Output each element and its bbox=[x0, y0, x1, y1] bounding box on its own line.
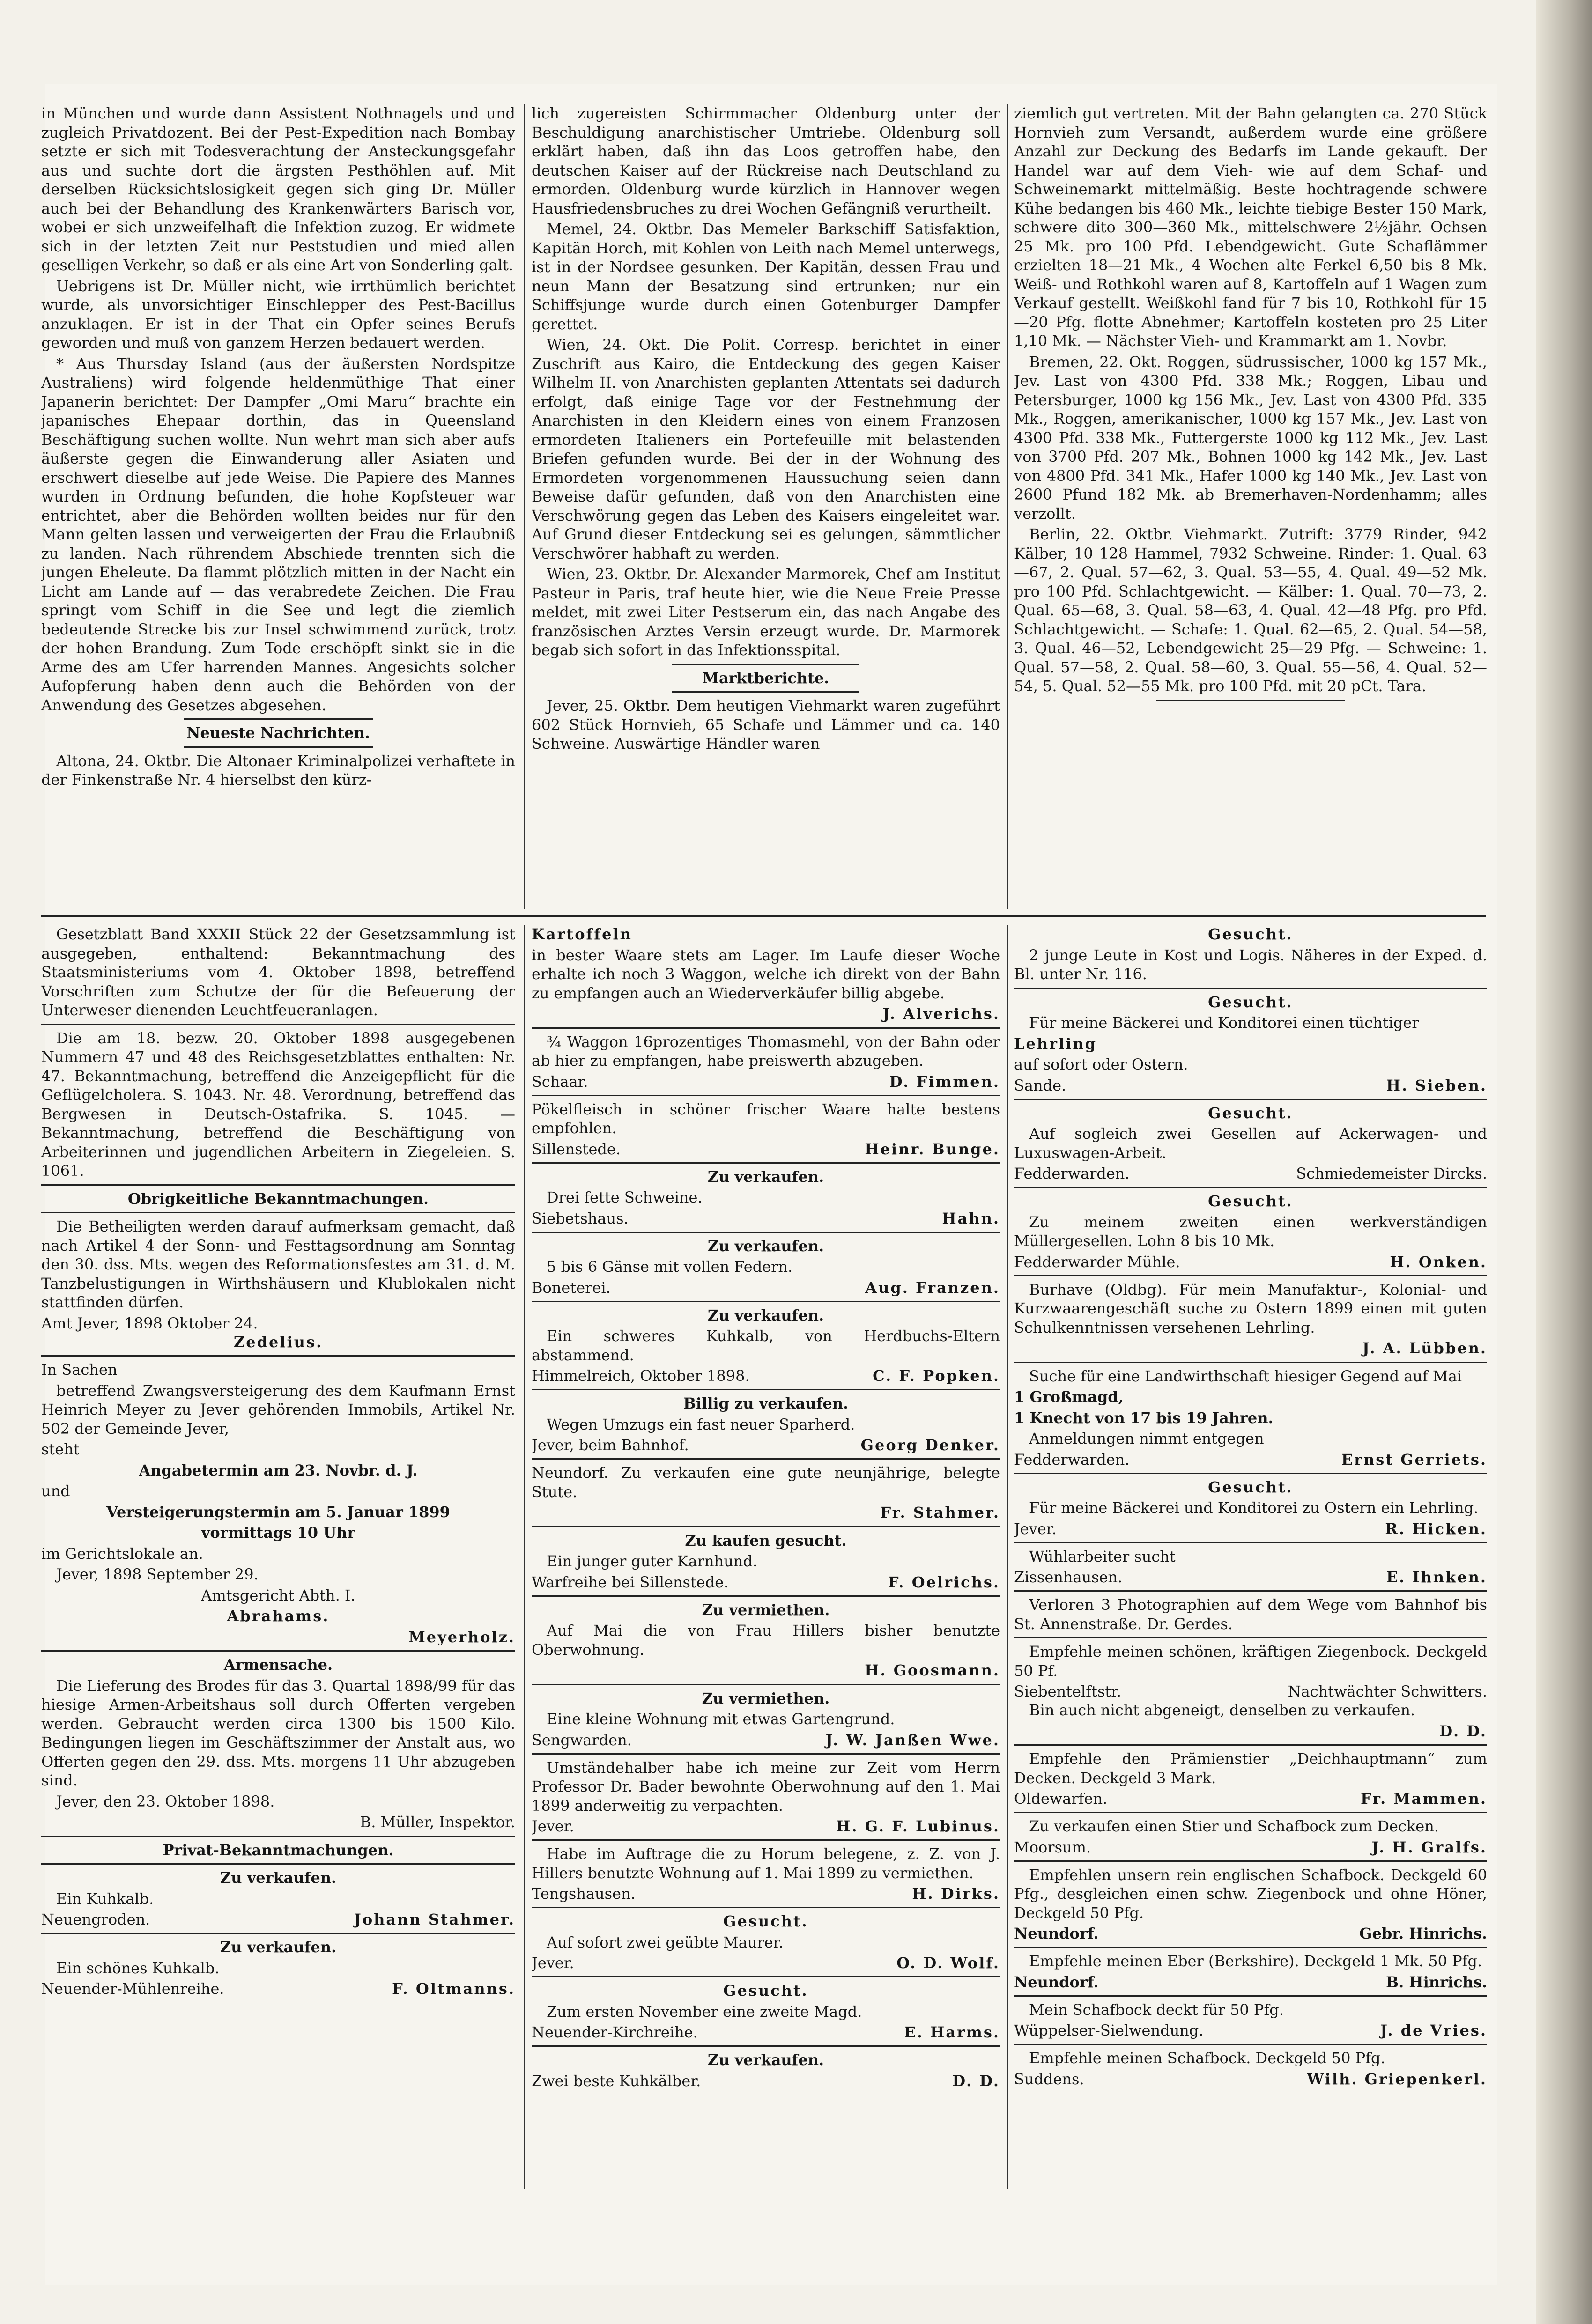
divider bbox=[532, 1389, 1000, 1390]
divider bbox=[1014, 1275, 1487, 1276]
ad-text: Wühlarbeiter sucht bbox=[1029, 1547, 1176, 1565]
divider bbox=[1156, 700, 1345, 701]
divider bbox=[532, 1839, 1000, 1841]
ad-text: Neundorf. Zu verkaufen eine gute neunjährige, belegte Stute. bbox=[532, 1464, 1000, 1501]
signature-row: Amt Jever, 1898 Oktober 24. bbox=[41, 1314, 258, 1332]
divider bbox=[1014, 1995, 1487, 1997]
divider bbox=[41, 1355, 515, 1357]
ad-signature-row: Jever. O. D. Wolf. bbox=[532, 1954, 1000, 1972]
ad-text: Wegen Umzugs ein fast neuer Sparherd. bbox=[547, 1415, 855, 1433]
ad-title: Gesucht. bbox=[1208, 925, 1293, 943]
ad-title: Gesucht. bbox=[1208, 1192, 1293, 1210]
ad-text: Eine kleine Wohnung mit etwas Gartengrund. bbox=[547, 1710, 895, 1728]
divider bbox=[1014, 1744, 1487, 1746]
reichsgesetz-notice: Die am 18. bezw. 20. Oktober 1898 ausgegebenen Nummern 47 und 48 des Reichsgesetzblattes enthalten: Nr. 47. Bekanntmachung, betreffend die Anzeigepflicht für die Geflügelcholera. S. 1043. Nr. 48. Verordnung, betreffend das Bergwesen in Deutsch-Ostafrika. S. 1045. — Bekanntmachung, betreffend die Beschäftigung von Arbeiterinnen und jugendlichen Arbeitern in Ziegeleien. S. 1061. bbox=[41, 1029, 515, 1180]
divider bbox=[1014, 2044, 1487, 2045]
ad-text: ¾ Waggon 16prozentiges Thomasmehl, von der Bahn oder ab hier zu empfangen, habe preiswerth abzugeben. bbox=[532, 1033, 1000, 1070]
legal-text: Jever, 1898 September 29. bbox=[56, 1565, 259, 1583]
ad-text: Empfehle den Prämienstier „Deichhauptmann“ zum Decken. Deckgeld 3 Mark. bbox=[1014, 1750, 1487, 1787]
divider bbox=[532, 1684, 1000, 1685]
upper-column-1 bbox=[41, 104, 515, 909]
divider bbox=[532, 1027, 1000, 1029]
ad-signature-row: Oldewarfen. Fr. Mammen. bbox=[1014, 1790, 1487, 1808]
divider bbox=[41, 1212, 515, 1213]
ad-title: Gesucht. bbox=[723, 1912, 808, 1930]
ad-signature-row: Neuender-Kirchreihe. E. Harms. bbox=[532, 2023, 1000, 2041]
ad-title: Zu vermiethen. bbox=[702, 1689, 830, 1707]
ad-title: Gesucht. bbox=[1208, 993, 1293, 1011]
divider bbox=[41, 1933, 515, 1934]
ad-text: Für meine Bäckerei und Konditorei einen tüchtiger bbox=[1029, 1014, 1419, 1032]
divider bbox=[532, 1526, 1000, 1527]
ad-title: Zu verkaufen. bbox=[707, 1306, 824, 1324]
divider bbox=[184, 746, 373, 748]
ad-signature-row: Siebetshaus. Hahn. bbox=[532, 1209, 1000, 1227]
divider bbox=[1014, 1473, 1487, 1474]
ad-title: Zu verkaufen. bbox=[707, 1167, 824, 1186]
gesetzblatt-notice: Gesetzblatt Band XXXII Stück 22 der Gesetzsammlung ist ausgegeben, enthaltend: Bekanntmachung des Staatsministeriums vom 4. Oktober 1898, betreffend Vorschriften zum Schutze der für die Befeuerung der Unterweser dienenden Leuchtfeueranlagen. bbox=[41, 925, 515, 1019]
lower-column-3 bbox=[1014, 925, 1487, 2273]
ad-signature: J. Alverichs. bbox=[882, 1005, 1000, 1023]
news-paragraph: Berlin, 22. Oktbr. Viehmarkt. Zutrift: 3779 Rinder, 942 Kälber, 10 128 Hammel, 7932 Schweine. Rinder: 1. Qual. 63—67, 2. Qual. 57—62, 3. Qual. 53—55, 4. Qual. 49—52 Mk. pro 100 Pfd. Schlachtgewicht. — Kälber: 1. Qual. 70—73, 2. Qual. 65—68, 3. Qual. 58—63, 4. Qual. 42—48 Pfg. pro Pfd. Schlachtgewicht. — Schafe: 1. Qual. 62—65, 2. Qual. 54—58, 3. Qual. 46—52, Lebendgewicht 25—29 Pfg. — Schweine: 1. Qual. 57—58, 2. Qual. 58—60, 3. Qual. 55—56, 4. Qual. 52—54, 5. Qual. 52—55 Mk. pro 100 Pfd. mit 20 pCt. Tara. bbox=[1014, 525, 1487, 695]
ad-signature-row: Jever. H. G. F. Lubinus. bbox=[532, 1817, 1000, 1835]
divider bbox=[1014, 1542, 1487, 1543]
column-divider bbox=[1007, 925, 1008, 2189]
ad-text: 1 Großmagd, bbox=[1014, 1388, 1124, 1406]
news-paragraph: lich zugereisten Schirmmacher Oldenburg unter der Beschuldigung anarchistischer Umtriebe. Oldenburg soll erklärt haben, daß ihn das Loos getroffen habe, den deutschen Kaiser auf der Rückreise nach Deutschland zu ermorden. Oldenburg wurde kürzlich in Hannover wegen Hausfriedensbruches zu drei Wochen Gefängniß verurtheilt. bbox=[532, 104, 1000, 217]
divider bbox=[532, 1162, 1000, 1164]
legal-text: In Sachen bbox=[41, 1361, 118, 1379]
divider bbox=[1014, 988, 1487, 989]
divider bbox=[672, 691, 859, 693]
ad-signature-row: Wüppelser-Sielwendung. J. de Vries. bbox=[1014, 2022, 1487, 2039]
section-title-obrigkeitliche: Obrigkeitliche Bekanntmachungen. bbox=[127, 1189, 429, 1208]
ad-text: Zu meinem zweiten einen werkverständigen Müllergesellen. Lohn 8 bis 10 Mk. bbox=[1014, 1213, 1487, 1250]
ad-title: Gesucht. bbox=[1208, 1478, 1293, 1496]
news-paragraph: ziemlich gut vertreten. Mit der Bahn gelangten ca. 270 Stück Hornvieh zum Versandt, außerdem wurde eine größere Anzahl zur Deckung des Bedarfs im Lande gekauft. Der Handel war auf dem Vieh- wie auf dem Schaf- und Schweinemarkt mittelmäßig. Beste hochtragende schwere Kühe bedangen bis 460 Mk., leichte tiebige Bester 150 Mark, schwere dito 300—360 Mk., mittelschwere 2½jähr. Ochsen 25 Mk. pro 100 Pfd. Lebendgewicht. Gute Schaflämmer erzielten 18—21 Mk., 4 Wochen alte Ferkel 6,50 bis 8 Mk. Weiß- und Rothkohl waren auf 8, Kartoffeln auf 1 Wagen zum Verkauf gestellt. Weißkohl fand für 7 bis 10, Rothkohl für 15—20 Pfg. flotte Abnehmer; Kartoffeln kosteten pro 25 Liter 1,10 Mk. — Nächster Vieh- und Krammarkt am 1. Novbr. bbox=[1014, 104, 1487, 350]
ad-signature-row: Neundorf. Gebr. Hinrichs. bbox=[1014, 1925, 1487, 1942]
ad-text: Drei fette Schweine. bbox=[547, 1188, 703, 1206]
lower-column-1 bbox=[41, 925, 515, 2273]
ad-signature-row: Zissenhausen. E. Ihnken. bbox=[1014, 1568, 1487, 1586]
ad-signature-row: Boneterei. Aug. Franzen. bbox=[532, 1278, 1000, 1297]
ad-title: Gesucht. bbox=[1208, 1104, 1293, 1122]
ad-signature-row: Fedderwarden. Ernst Gerriets. bbox=[1014, 1450, 1487, 1468]
legal-text: steht bbox=[41, 1440, 80, 1458]
ad-signature-row: Neuengroden. Johann Stahmer. bbox=[41, 1911, 515, 1928]
ad-text: Empfehle meinen schönen, kräftigen Ziegenbock. Deckgeld 50 Pf. bbox=[1014, 1643, 1487, 1680]
amtsgericht: Amtsgericht Abth. I. bbox=[201, 1586, 355, 1604]
ad-text: Habe im Auftrage die zu Horum belegene, z. Z. von J. Hillers benutzte Wohnung auf 1. Mai 1899 zu vermiethen. bbox=[532, 1845, 1000, 1882]
ad-signature-row: Zwei beste Kuhkälber. D. D. bbox=[532, 2072, 1000, 2090]
section-title-markt: Marktberichte. bbox=[702, 669, 829, 687]
obrig-notice: Die Betheiligten werden darauf aufmerksam gemacht, daß nach Artikel 4 der Sonn- und Festtagsordnung am Sonntag den 30. dss. Mts. wegen des Reformationsfestes am 31. d. M. Tanzbelustigungen in Wirthshäusern und Klublokalen nicht stattfinden dürfen. bbox=[41, 1217, 515, 1311]
divider bbox=[1014, 1860, 1487, 1862]
ad-text: Auf sogleich zwei Gesellen auf Ackerwagen- und Luxuswagen-Arbeit. bbox=[1014, 1125, 1487, 1162]
legal-text: Jever, den 23. Oktober 1898. bbox=[56, 1792, 275, 1810]
divider bbox=[41, 1024, 515, 1025]
ad-signature-row: Siebentelftstr. Nachtwächter Schwitters. bbox=[1014, 1682, 1487, 1700]
ad-title: Zu verkaufen. bbox=[707, 2051, 824, 2069]
divider bbox=[1014, 1099, 1487, 1100]
section-title-armensache: Armensache. bbox=[223, 1656, 333, 1674]
signature: Zedelius. bbox=[233, 1333, 323, 1351]
ad-title: Zu kaufen gesucht. bbox=[685, 1531, 847, 1549]
vormittags: vormittags 10 Uhr bbox=[201, 1524, 355, 1542]
ad-title: Zu verkaufen. bbox=[220, 1938, 337, 1956]
divider bbox=[532, 1976, 1000, 1977]
ad-signature-row: Sillenstede. Heinr. Bunge. bbox=[532, 1140, 1000, 1158]
divider bbox=[532, 1753, 1000, 1755]
ad-signature: Fr. Stahmer. bbox=[880, 1504, 1000, 1521]
ad-title: Gesucht. bbox=[723, 1982, 808, 1999]
ad-text: Auf Mai die von Frau Hillers bisher benutzte Oberwohnung. bbox=[532, 1622, 1000, 1659]
ad-text: Verloren 3 Photographien auf dem Wege vom Bahnhof bis St. Annenstraße. Dr. Gerdes. bbox=[1014, 1596, 1487, 1633]
angabetermin: Angabetermin am 23. Novbr. d. J. bbox=[139, 1461, 418, 1479]
ad-signature-row: Jever, beim Bahnhof. Georg Denker. bbox=[532, 1436, 1000, 1454]
divider bbox=[672, 664, 859, 665]
ad-text: Zum ersten November eine zweite Magd. bbox=[547, 2002, 862, 2021]
ad-text: 1 Knecht von 17 bis 19 Jahren. bbox=[1014, 1409, 1274, 1427]
ad-text: Ein junger guter Karnhund. bbox=[547, 1552, 758, 1570]
signature: Abrahams. bbox=[227, 1607, 330, 1625]
ad-signature-row: Neundorf. B. Hinrichs. bbox=[1014, 1973, 1487, 1991]
divider bbox=[532, 1595, 1000, 1597]
ad-signature-row: Warfreihe bei Sillenstede. F. Oelrichs. bbox=[532, 1573, 1000, 1591]
ad-text: auf sofort oder Ostern. bbox=[1014, 1055, 1188, 1073]
ad-signature: D. D. bbox=[1439, 1722, 1487, 1740]
ad-signature-row: Moorsum. J. H. Gralfs. bbox=[1014, 1838, 1487, 1856]
divider bbox=[532, 1301, 1000, 1302]
ad-text: Ein schweres Kuhkalb, von Herdbuchs-Eltern abstammend. bbox=[532, 1327, 1000, 1364]
legal-text: und bbox=[41, 1482, 70, 1500]
ad-signature-row: Jever. R. Hicken. bbox=[1014, 1520, 1487, 1538]
news-paragraph: Jever, 25. Oktbr. Dem heutigen Viehmarkt waren zugeführt 602 Stück Hornvieh, 65 Schafe und Lämmer und ca. 140 Schweine. Auswärtige Händler waren bbox=[532, 697, 1000, 753]
upper-column-2 bbox=[532, 104, 1000, 909]
divider bbox=[532, 2045, 1000, 2047]
ad-signature-row: Sande. H. Sieben. bbox=[1014, 1076, 1487, 1094]
news-paragraph: Wien, 23. Oktbr. Dr. Alexander Marmorek, Chef am Institut Pasteur in Paris, traf heute hier, wie die Neue Freie Presse meldet, mit zwei Liter Pestserum ein, das nach Angabe des französischen Arztes Versin erzeugt wurde. Dr. Marmorek begab sich sofort in das Infektionsspital. bbox=[532, 565, 1000, 659]
kartoffeln-headline: Kartoffeln bbox=[532, 925, 632, 943]
news-paragraph: Memel, 24. Oktbr. Das Memeler Barkschiff Satisfaktion, Kapitän Horch, mit Kohlen von Leith nach Memel unterwegs, ist in der Nordsee gesunken. Der Kapitän, dessen Frau und neun Mann der Besatzung sind ertrunken; nur ein Schiffsjunge wurde durch einen Gotenburger Dampfer gerettet. bbox=[532, 220, 1000, 333]
legal-text: betreffend Zwangsversteigerung des dem Kaufmann Ernst Heinrich Meyer zu Jever gehörenden Immobils, Artikel Nr. 502 der Gemeinde Jever, bbox=[41, 1381, 515, 1438]
divider bbox=[184, 718, 373, 720]
divider bbox=[1014, 1590, 1487, 1592]
ad-signature-row: Himmelreich, Oktober 1898. C. F. Popken. bbox=[532, 1367, 1000, 1385]
ad-text: Burhave (Oldbg). Für mein Manufaktur-, Kolonial- und Kurzwaarengeschäft suche zu Ostern 1899 einen mit guten Schulkenntnissen versehenen Lehrling. bbox=[1014, 1280, 1487, 1336]
divider bbox=[41, 1650, 515, 1652]
ad-text: Mein Schafbock deckt für 50 Pfg. bbox=[1029, 2000, 1284, 2019]
column-divider bbox=[524, 925, 525, 2189]
news-paragraph: in München und wurde dann Assistent Nothnagels und und zugleich Privatdozent. Bei der Pest-Expedition nach Bombay setzte er sich mit Todesverachtung der Ansteckungsgefahr aus und suchte dort die ärgsten Pesthöhlen auf. Mit derselben Rücksichtslosigkeit gegen sich ging Dr. Müller auch bei der Behandlung des Krankenwärters Barisch vor, wobei er sich unzweifelhaft die Infektion zuzog. Er widmete sich in der letzten Zeit nur Peststudien und mied allen geselligen Verkehr, so daß er als eine Art von Sonderling galt. bbox=[41, 104, 515, 274]
ad-signature-row: Schaar. D. Fimmen. bbox=[532, 1072, 1000, 1091]
news-paragraph: Uebrigens ist Dr. Müller nicht, wie irrthümlich berichtet wurde, als unvorsichtiger Einschlepper des Pest-Bacillus anzuklagen. Er ist in der That ein Opfer seines Berufs geworden und muß von ganzem Herzen bedauert werden. bbox=[41, 277, 515, 352]
ad-text: Bin auch nicht abgeneigt, denselben zu verkaufen. bbox=[1029, 1701, 1415, 1719]
ad-title: Zu verkaufen. bbox=[707, 1237, 824, 1255]
ad-signature-row: Fedderwarder Mühle. H. Onken. bbox=[1014, 1253, 1487, 1271]
divider bbox=[1014, 1947, 1487, 1948]
divider bbox=[1014, 1187, 1487, 1188]
armen-notice: Die Lieferung des Brodes für das 3. Quartal 1898/99 für das hiesige Armen-Arbeitshaus soll durch Offerten vergeben werden. Gebraucht werden circa 1300 bis 1500 Kilo. Bedingungen liegen im Geschäftszimmer der Anstalt aus, wo Offerten gegen den 29. dss. Mts. morgens 11 Uhr abzugeben sind. bbox=[41, 1676, 515, 1789]
section-divider bbox=[41, 915, 1486, 917]
ad-text: Für meine Bäckerei und Konditorei zu Ostern ein Lehrling. bbox=[1029, 1499, 1479, 1517]
ad-text: Empfehlen unsern rein englischen Schafbock. Deckgeld 60 Pfg., desgleichen einen schw. Ziegenbock und ohne Höner, Deckgeld 50 Pfg. bbox=[1014, 1866, 1487, 1922]
ad-title: Billig zu verkaufen. bbox=[683, 1394, 849, 1412]
ad-text: Zu verkaufen einen Stier und Schafbock zum Decken. bbox=[1029, 1817, 1439, 1835]
ad-text: Auf sofort zwei geübte Maurer. bbox=[547, 1933, 784, 1951]
section-title-privat: Privat-Bekanntmachungen. bbox=[163, 1841, 394, 1859]
ad-text: Anmeldungen nimmt entgegen bbox=[1029, 1430, 1264, 1447]
ad-text: 5 bis 6 Gänse mit vollen Federn. bbox=[547, 1258, 793, 1276]
divider bbox=[532, 1458, 1000, 1460]
ad-title: Zu verkaufen. bbox=[220, 1869, 337, 1887]
lower-column-2 bbox=[532, 925, 1000, 2273]
column-divider bbox=[524, 104, 525, 909]
ad-text: Ein Kuhkalb. bbox=[56, 1889, 154, 1908]
ad-signature: H. Goosmann. bbox=[865, 1661, 1000, 1679]
divider bbox=[41, 1836, 515, 1837]
ad-text: Empfehle meinen Schafbock. Deckgeld 50 Pfg. bbox=[1029, 2049, 1385, 2067]
ad-signature-row: Tengshausen. H. Dirks. bbox=[532, 1885, 1000, 1903]
ad-signature-row: Suddens. Wilh. Griepenkerl. bbox=[1014, 2070, 1487, 2088]
ad-signature: J. A. Lübben. bbox=[1362, 1339, 1487, 1357]
news-paragraph: Bremen, 22. Okt. Roggen, südrussischer, 1000 kg 157 Mk., Jev. Last von 4300 Pfd. 338 Mk.; Roggen, Libau und Petersburger, 1000 kg 156 Mk., Jev. Last von 4300 Pfd. 335 Mk., Roggen, amerikanischer, 1000 kg 157 Mk., Jev. Last von 4300 Pfd. 338 Mk., Futtergerste 1000 kg 112 Mk., Jev. Last von 3700 Pfd. 207 Mk., Bohnen 1000 kg 142 Mk., Jev. Last von 4800 Pfd. 341 Mk., Hafer 1000 kg 140 Mk., Jev. Last von 2600 Pfund 182 Mk. ab Bremerhaven-Nordenhamm; alles verzollt. bbox=[1014, 353, 1487, 523]
divider bbox=[1014, 1362, 1487, 1363]
signature: B. Müller, Inspektor. bbox=[360, 1813, 515, 1831]
lehrling-headline: Lehrling bbox=[1014, 1034, 1097, 1053]
ad-text: Suche für eine Landwirthschaft hiesiger Gegend auf Mai bbox=[1029, 1367, 1462, 1385]
divider bbox=[41, 1863, 515, 1865]
ad-text: Empfehle meinen Eber (Berkshire). Deckgeld 1 Mk. 50 Pfg. bbox=[1029, 1952, 1482, 1970]
divider bbox=[1014, 1812, 1487, 1813]
page-binding-edge bbox=[1536, 0, 1592, 2324]
divider bbox=[1014, 1637, 1487, 1638]
column-divider bbox=[1007, 104, 1008, 909]
ad-text: in bester Waare stets am Lager. Im Laufe dieser Woche erhalte ich noch 3 Waggon, welche ich direkt von der Bahn zu empfangen auch an Wiederverkäufer billig abgebe. bbox=[532, 946, 1000, 1002]
divider bbox=[532, 1232, 1000, 1233]
section-title-neueste: Neueste Nachrichten. bbox=[186, 724, 370, 742]
ad-text: Pökelfleisch in schöner frischer Waare halte bestens empfohlen. bbox=[532, 1100, 1000, 1137]
upper-column-3 bbox=[1014, 104, 1487, 909]
ad-title: Zu vermiethen. bbox=[702, 1601, 830, 1619]
ad-text: Ein schönes Kuhkalb. bbox=[56, 1959, 220, 1977]
ad-signature-row: Sengwarden. J. W. Janßen Wwe. bbox=[532, 1731, 1000, 1749]
news-paragraph: Wien, 24. Okt. Die Polit. Corresp. berichtet in einer Zuschrift aus Kairo, die Entdeckung des gegen Kaiser Wilhelm II. von Anarchisten geplanten Attentats sei dadurch erfolgt, daß einige Tage vor der Festnehmung der Anarchisten in den Kleidern eines von einem Franzosen ermordeten Italieners ein Portefeuille mit belastenden Briefen gefunden wurde. Bei der in der Wohnung des Ermordeten vorgenommenen Haussuchung seien dann Beweise dafür gefunden, daß von den Anarchisten eine Verschwörung gegen das Leben des Kaisers eingeleitet war. Auf Grund dieser Entdeckung sei es gelungen, sämmtlicher Verschwörer habhaft zu werden. bbox=[532, 336, 1000, 562]
divider bbox=[532, 1095, 1000, 1096]
signature: Meyerholz. bbox=[408, 1628, 515, 1646]
versteigerungstermin: Versteigerungstermin am 5. Januar 1899 bbox=[106, 1503, 450, 1521]
ad-text: 2 junge Leute in Kost und Logis. Näheres in der Exped. d. Bl. unter Nr. 116. bbox=[1014, 946, 1487, 983]
legal-text: im Gerichtslokale an. bbox=[41, 1544, 203, 1563]
news-paragraph: Altona, 24. Oktbr. Die Altonaer Kriminalpolizei verhaftete in der Finkenstraße Nr. 4 hierselbst den kürz- bbox=[41, 752, 515, 789]
divider bbox=[532, 1907, 1000, 1908]
news-paragraph: * Aus Thursday Island (aus der äußersten Nordspitze Australiens) wird folgende heldenmüthige That einer Japanerin berichtet: Der Dampfer „Omi Maru“ brachte ein japanisches Ehepaar dorthin, das in Queensland Beschäftigung suchen wollte. Nun wehrt man sich aber aufs äußerste gegen die Einwanderung aller Asiaten und erschwert dieselbe auf jede Weise. Die Papiere des Mannes wurden in Ordnung befunden, die hohe Kopfsteuer war entrichtet, aber die Behörden wollten beides nur für den Mann gelten lassen und verweigerten der Frau die Erlaubniß zu landen. Nach rührendem Abschiede trennten sich die jungen Eheleute. Da flammt plötzlich mitten in der Nacht ein Licht am Lande auf — das verabredete Zeichen. Die Frau springt vom Schiff in die See und legt die ziemlich bedeutende Strecke bis zur Insel schwimmend zurück, trotz der hohen Brandung. Zum Tode erschöpft sinkt sie in die Arme des am Ufer harrenden Mannes. Angesichts solcher Aufopferung haben denn auch die Behörden von der Anwendung des Gesetzes abgesehen. bbox=[41, 354, 515, 714]
ad-signature-row: Neuender-Mühlenreihe. F. Oltmanns. bbox=[41, 1980, 515, 1998]
divider bbox=[41, 1184, 515, 1186]
ad-text: Umständehalber habe ich meine zur Zeit vom Herrn Professor Dr. Bader bewohnte Oberwohnung auf den 1. Mai 1899 anderweitig zu verpachten. bbox=[532, 1758, 1000, 1815]
ad-signature-row: Fedderwarden. Schmiedemeister Dircks. bbox=[1014, 1165, 1487, 1182]
